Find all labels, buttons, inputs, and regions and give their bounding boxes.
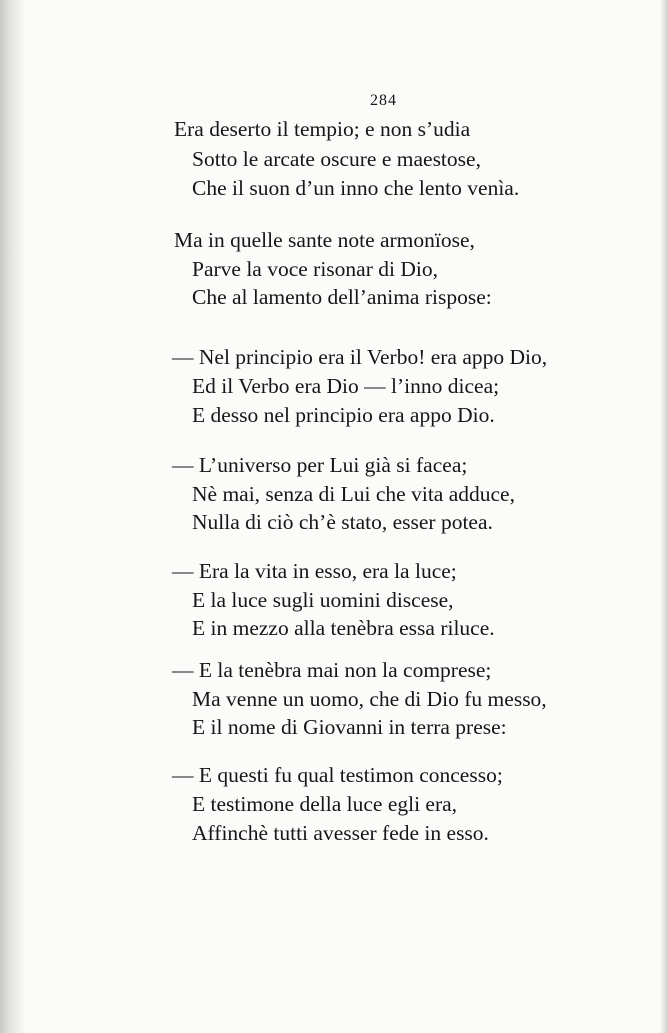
verse-line: Affinchè tutti avesser fede in esso. <box>192 821 489 845</box>
verse-line: E la luce sugli uomini discese, <box>192 588 454 612</box>
verse-line: Ma venne un uomo, che di Dio fu messo, <box>192 687 547 711</box>
verse-line: Nè mai, senza di Lui che vita adduce, <box>192 482 515 506</box>
verse-line: — Era la vita in esso, era la luce; <box>172 559 457 583</box>
verse-line: Che al lamento dell’anima rispose: <box>192 285 492 309</box>
verse-line: E testimone della luce egli era, <box>192 792 458 816</box>
verse-line: Era deserto il tempio; e non s’udia <box>174 117 471 141</box>
verse-line: Sotto le arcate oscure e maestose, <box>192 147 481 171</box>
page-number: 284 <box>370 92 397 109</box>
verse-line: Che il suon d’un inno che lento venìa. <box>192 176 520 200</box>
verse-line: — E questi fu qual testimon concesso; <box>172 763 503 787</box>
verse-line: E il nome di Giovanni in terra prese: <box>192 715 507 739</box>
verse-line: Parve la voce risonar di Dio, <box>192 257 438 281</box>
verse-line: E desso nel principio era appo Dio. <box>192 403 495 427</box>
page-edge-shadow-right <box>660 0 668 1033</box>
verse-line: Ma in quelle sante note armonïose, <box>174 228 475 252</box>
page-edge-shadow-left <box>0 0 26 1033</box>
verse-line: E in mezzo alla tenèbra essa riluce. <box>192 616 495 640</box>
verse-line: Ed il Verbo era Dio — l’inno dicea; <box>192 374 500 398</box>
verse-line: — E la tenèbra mai non la comprese; <box>172 658 492 682</box>
verse-line: — Nel principio era il Verbo! era appo Dio, <box>172 345 548 369</box>
verse-line: — L’universo per Lui già si facea; <box>172 453 468 477</box>
verse-line: Nulla di ciò ch’è stato, esser potea. <box>192 510 493 534</box>
